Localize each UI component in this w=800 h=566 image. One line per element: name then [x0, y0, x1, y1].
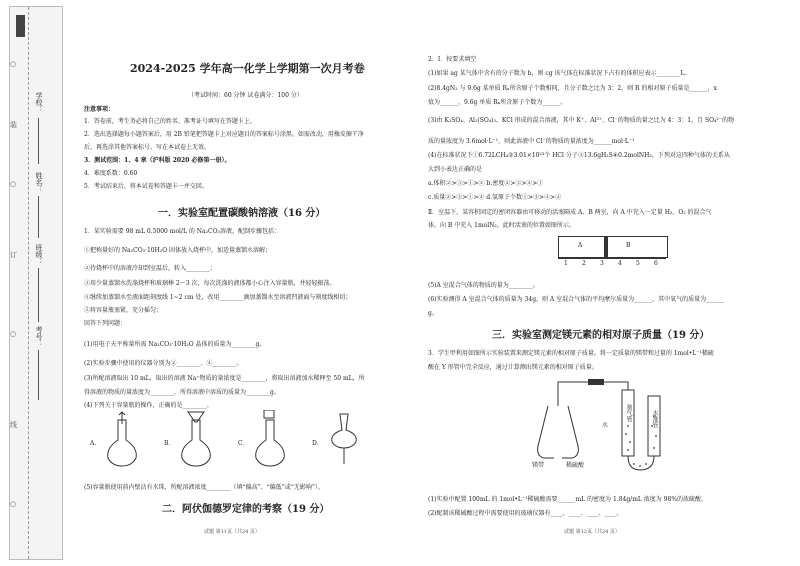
section2-heading: 二．阿伏伽德罗定律的考察（19 分）	[162, 504, 330, 515]
q1-line: 回答下列问题：	[84, 320, 127, 327]
footer-left: 试题 第11页（共24 页）	[204, 529, 260, 535]
side-mark: ○	[10, 500, 17, 508]
q1-line: (5)容量瓶使用前内壁沾有水珠，所配溶液浓度________（填“偏高”、“偏低”或“无影响”）。	[84, 484, 324, 491]
left-column	[78, 0, 408, 566]
flask-a-icon	[102, 410, 142, 470]
section3-heading: 三．实验室测定镁元素的相对原子质量（19 分）	[492, 330, 710, 341]
scale-tick: 4	[618, 260, 622, 267]
footer-right: 试题 第12页（共24 页）	[564, 529, 620, 535]
flask-b-icon	[176, 410, 216, 470]
q1-line: ⑤将容量瓶塞紧，充分摇匀；	[84, 307, 163, 314]
q2-line: 质的量浓度为 3.6mol·L⁻¹，则此溶液中 Cl⁻的物质的量浓度为______mol·L⁻¹	[428, 138, 635, 145]
scale-tick: 3	[600, 260, 604, 267]
scale-tick: 1	[564, 260, 568, 267]
q2-line: (2)8.4gN₂ 与 9.6g 某单质 Rₓ所含原子个数相同，且分子数之比为 3：2，则 R 的相对原子质量是______，x	[428, 85, 717, 92]
school-field: 学校：	[35, 92, 43, 113]
q1-line: (3)所配溶液取出 10 mL，取出的溶液 Na⁺物质的量浓度是________，将取出溶液加水稀释至 50 mL，所	[84, 375, 365, 382]
note-item: 3．测试范围：1、4 章（沪科版 2020 必修第一册）。	[84, 157, 231, 164]
q1-line: ③用少量蒸馏水洗涤烧杯和玻璃棒 2～3 次，每次洗涤的液体都小心注入容量瓶，并轻轻振荡。	[84, 280, 336, 287]
class-field: 班级：	[35, 244, 43, 265]
chamber-b-label: B	[626, 242, 631, 249]
side-mark: 线	[10, 421, 17, 429]
strip-dashed-line	[28, 7, 31, 559]
q1-line: (1)用电子天平称量所需 Na₂CO₃·10H₂O 晶体的质量为________g。	[84, 341, 266, 348]
mg-label: 镁带	[532, 462, 545, 469]
q3-line: (1)实验中配置 100mL 的 1mol•L⁻¹稀硫酸需要______mL 的密度为 1.84g/mL 浓度为 98%的浓硫酸。	[428, 496, 708, 503]
notes-heading: 注意事项：	[84, 106, 115, 113]
q1-line: 1．某实验需要 98 mL 0.5000 mol/L 的 Na₂CO₃溶液，配制步骤包括：	[84, 228, 280, 235]
side-mark: ○	[10, 60, 17, 68]
tube2-label: 水准管	[651, 410, 658, 428]
class-line	[38, 268, 39, 322]
q1-line: ①把称量好的 Na₂CO₃·10H₂O 固体放入烧杯中，加适量蒸馏水溶解；	[84, 247, 272, 254]
side-mark: 装	[10, 121, 17, 129]
flask-d-icon	[324, 410, 364, 470]
strip-marker	[16, 15, 25, 37]
piston	[604, 236, 608, 257]
note-item: 4．难度系数：0.60	[84, 170, 138, 177]
q2-line: 值为______，9.6g 单质 Rₓ所含原子个数为______。	[428, 99, 567, 106]
q1-line: ④继续加蒸馏水至液面距刻度线 1~2 cm 处，改用________滴加蒸馏水至溶液凹液面与刻度线相切；	[84, 294, 352, 301]
side-mark: ○	[10, 330, 17, 338]
q2-line: a.体积②>③>①>④ b.密度②>③>④>①	[428, 180, 544, 187]
name-field: 姓名：	[35, 172, 43, 193]
chamber-a-label: A	[578, 242, 583, 249]
q2-line: (4)在标准状况下①6.72LCH₄②3.01×10²³个 HCl 分子③13.6gH₂S④0.2molNH₃，下列对这四种气体的关系从	[428, 152, 730, 159]
page-title: 2024-2025 学年高一化学上学期第一次月考卷	[130, 62, 365, 75]
q2-line: 2．Ⅰ．按要求填空	[428, 56, 477, 63]
note-item: 后，再选涂其他答案标号。写在本试卷上无效。	[84, 144, 211, 151]
exam-no-field: 考号：	[35, 326, 43, 347]
tube1-label: 量气管	[625, 404, 632, 422]
q2-line: (3)由 K₂SO₄、Al₂(SO₄)₃、KCl 形成的混合溶液，其中 K⁺、Al³⁺、Cl⁻的物质的量之比为 4：3：1，且 SO₄²⁻的物	[428, 117, 734, 124]
note-item: 2．选出选择题每小题答案后，用 2B 铅笔把答题卡上对应题目的答案标号涂黑。如需改动，用橡皮擦干净	[84, 131, 364, 138]
exam-no-line	[38, 350, 39, 400]
q2-line: g。	[428, 310, 438, 317]
option-b: B．	[164, 440, 175, 447]
scale-axis	[558, 258, 666, 259]
q3-line: 3．学生甲利用如图所示实验装置来测定镁元素的相对原子质量。将一定质量的镁带和过量的 1mol•L⁻¹稀硫	[428, 350, 714, 357]
side-mark: ○	[10, 180, 17, 188]
note-item: 5．考试结束后，将本试卷和答题卡一并交回。	[84, 183, 208, 190]
water-label: 水	[602, 422, 609, 429]
option-d: D．	[312, 440, 323, 447]
q3-line: 酸在 Y 形管中完全反应，通过计算测出镁元素的相对原子质量。	[428, 364, 598, 371]
piston-container	[558, 236, 668, 258]
section1-heading: 一．实验室配置碳酸钠溶液（16 分）	[158, 208, 326, 219]
q2-line: c.质量②>③>①>④ d.氢原子个数①>③>④>②	[428, 194, 562, 201]
q2-line: (5)A 室混合气体的物质的量为________。	[428, 282, 539, 289]
q3-line: (2)配制该稀硫酸过程中需要使用的玻璃仪器有____、____、____、____。	[428, 510, 623, 517]
flask-c-icon	[250, 410, 290, 470]
school-line	[38, 118, 39, 164]
q2-line: 大到小表达正确的是	[428, 166, 483, 173]
acid-label: 稀硫酸	[566, 462, 585, 469]
option-c: C．	[238, 440, 249, 447]
scale-tick: 2	[582, 260, 586, 267]
q1-line: 得溶液的物质的量浓度为________，所得溶液中溶质的质量为________g。	[84, 389, 280, 396]
q1-line: (4)下列关于容量瓶的操作，正确的是________。	[84, 402, 213, 409]
q2-line: (1)如果 ag 某气体中含有的分子数为 b，则 cg 该气体在标准状况下占有的体积应表示________L。	[428, 70, 691, 77]
side-mark: 订	[10, 251, 17, 259]
binding-strip	[9, 6, 63, 560]
option-a: A．	[90, 440, 101, 447]
scale-tick: 5	[636, 260, 640, 267]
scale-tick: 6	[654, 260, 658, 267]
q2-line: 体，向 B 中充入 1molN₂，此时活塞的位置如图所示。	[428, 222, 575, 229]
right-column	[428, 0, 783, 566]
q2-line: (6)实验测得 A 室混合气体的质量为 34g，则 A 室混合气体的平均摩尔质量为______，其中氧气的质量为______	[428, 296, 725, 303]
q2-line: Ⅱ．室温下，某容积固定的密闭容器由可移动的活塞隔成 A、B 两室，向 A 中充入一定量 H₂、O₂ 的混合气	[428, 209, 712, 216]
name-line	[38, 196, 39, 238]
q1-line: ②待烧杯中的溶液冷却到室温后，转入________；	[84, 265, 217, 272]
exam-meta: （考试时间：60 分钟 试卷满分：100 分）	[188, 92, 303, 99]
q1-line: (2)实验步骤中使用的仪器分别为②________、④________。	[84, 360, 243, 367]
note-item: 1．答卷前，考生务必将自己的姓名、准考证号填写在答题卡上。	[84, 118, 256, 125]
